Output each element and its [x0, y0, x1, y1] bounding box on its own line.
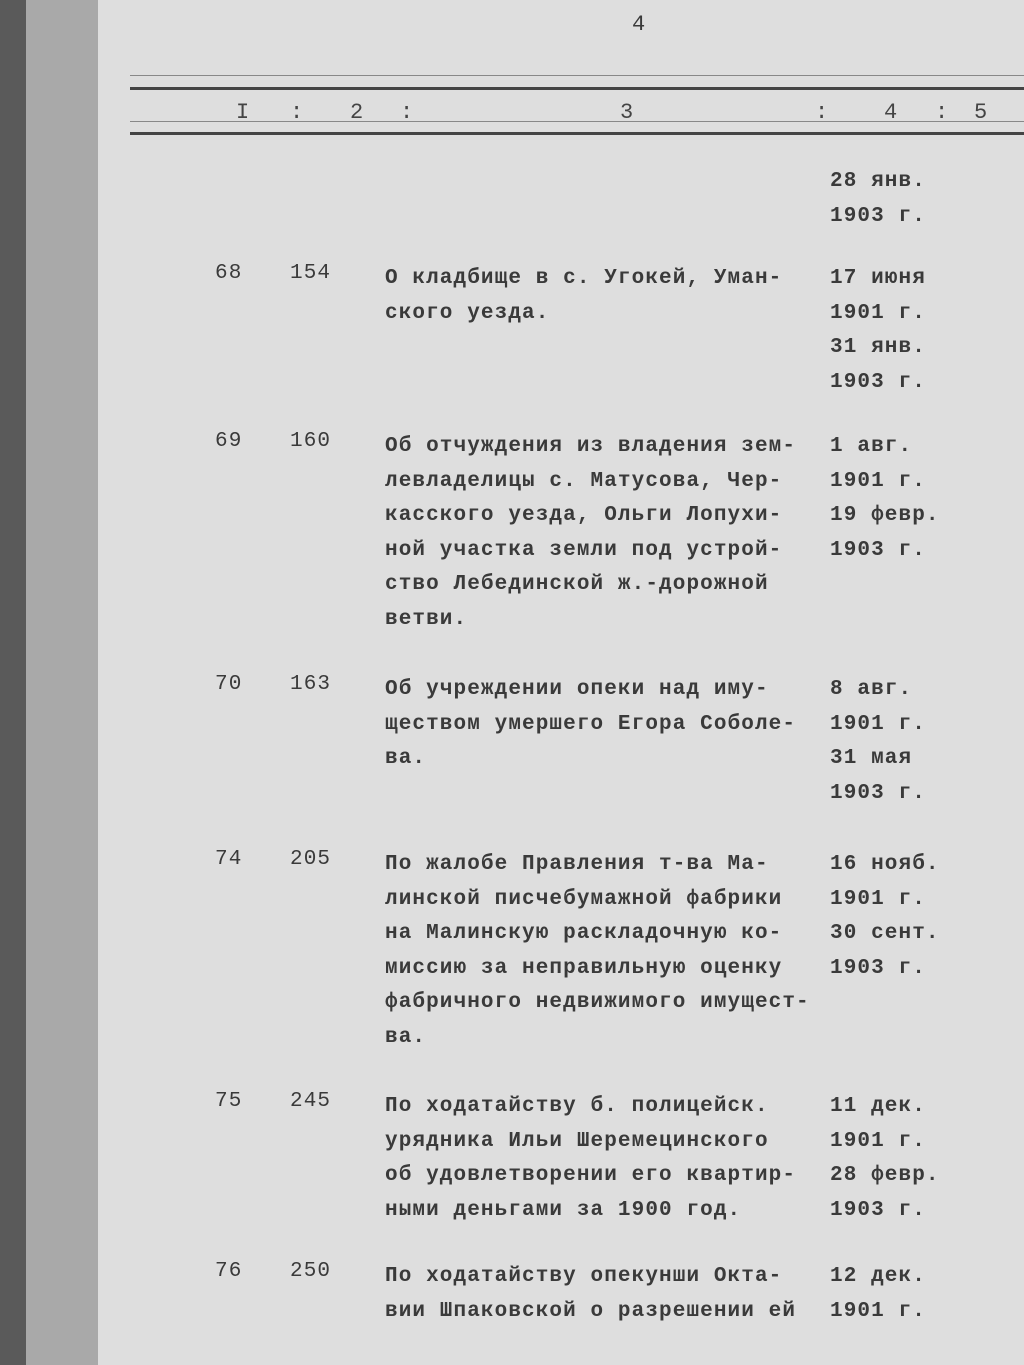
column-header-2: 2: [350, 100, 364, 125]
file-reference: 160: [290, 430, 332, 453]
date-line: 1 авг.: [830, 435, 913, 458]
description-line: ство Лебединской ж.-дорожной: [385, 573, 769, 596]
page-number: 4: [632, 12, 646, 37]
file-reference: 250: [290, 1260, 332, 1283]
description-line: О кладбище в с. Угокей, Уман-: [385, 267, 783, 290]
description-line: Об учреждении опеки над иму-: [385, 678, 769, 701]
description-line: ной участка земли под устрой-: [385, 538, 783, 562]
date-line: 1901 г.: [830, 887, 926, 911]
header-rule: [130, 132, 1024, 135]
file-reference: 205: [290, 848, 332, 871]
description-line: урядника Ильи Шеремецинского: [385, 1129, 769, 1153]
date-line: 12 дек.: [830, 1265, 926, 1288]
entry-dates: [830, 848, 1020, 986]
description-line: По ходатайству б. полицейск.: [385, 1095, 769, 1118]
description-line: фабричного недвижимого имущест-: [385, 991, 810, 1014]
description-line: касского уезда, Ольги Лопухи-: [385, 504, 783, 527]
entry-description: [385, 1260, 825, 1329]
description-line: ветви.: [385, 607, 468, 631]
date-line: 1903 г.: [830, 781, 926, 805]
date-line: 11 дек.: [830, 1095, 926, 1118]
column-header-3: 3: [620, 100, 634, 125]
date-line: 1903 г.: [830, 956, 926, 980]
entry-dates: [830, 1260, 1020, 1329]
date-line: 28 февр.: [830, 1164, 940, 1187]
column-header-4: 4: [884, 100, 898, 125]
entry-number: 75: [215, 1090, 243, 1113]
entry-dates: [830, 673, 1020, 811]
description-line: об удовлетворении его квартир-: [385, 1164, 797, 1187]
date-line: 1901 г.: [830, 1299, 926, 1323]
entry-dates: [830, 430, 1020, 568]
column-separator: :: [400, 100, 414, 125]
date-line: 30 сент.: [830, 922, 940, 945]
description-line: ского уезда.: [385, 301, 550, 325]
file-reference: 245: [290, 1090, 332, 1113]
description-line: ва.: [385, 1025, 427, 1049]
binder-edge: [0, 0, 26, 1365]
date-line: 1901 г.: [830, 1129, 926, 1153]
header-rule: [130, 87, 1024, 90]
date-line: 1901 г.: [830, 301, 926, 325]
description-line: По ходатайству опекунши Окта-: [385, 1265, 783, 1288]
column-separator: :: [815, 100, 829, 125]
date-line: 8 авг.: [830, 678, 913, 701]
description-line: на Малинскую раскладочную ко-: [385, 922, 783, 945]
description-line: ществом умершего Егора Соболе-: [385, 712, 797, 736]
description-line: линской писчебумажной фабрики: [385, 887, 783, 911]
description-line: миссию за неправильную оценку: [385, 956, 783, 980]
entry-dates: [830, 165, 1020, 234]
entry-number: 69: [215, 430, 243, 453]
date-line: 28 янв.: [830, 170, 926, 193]
header-rule: [130, 75, 1024, 76]
entry-number: 68: [215, 262, 243, 285]
entry-dates: [830, 1090, 1020, 1228]
file-reference: 154: [290, 262, 332, 285]
entry-number: 74: [215, 848, 243, 871]
entry-dates: [830, 262, 1020, 400]
description-line: По жалобе Правления т-ва Ма-: [385, 853, 769, 876]
entry-description: [385, 430, 825, 637]
entry-description: [385, 673, 825, 777]
entry-description: [385, 262, 825, 331]
description-line: левладелицы с. Матусова, Чер-: [385, 469, 783, 493]
date-line: 1903 г.: [830, 538, 926, 562]
entry-number: 76: [215, 1260, 243, 1283]
date-line: 1903 г.: [830, 204, 926, 228]
entry-number: 70: [215, 673, 243, 696]
cardboard-margin: [26, 0, 98, 1365]
column-separator: :: [935, 100, 949, 125]
column-header-5: 5: [974, 100, 988, 125]
date-line: 19 февр.: [830, 504, 940, 527]
date-line: 17 июня: [830, 267, 926, 290]
date-line: 1901 г.: [830, 712, 926, 736]
date-line: 1903 г.: [830, 1198, 926, 1222]
entry-description: [385, 848, 825, 1055]
description-line: Об отчуждения из владения зем-: [385, 435, 797, 458]
description-line: ва.: [385, 747, 427, 770]
description-line: ными деньгами за 1900 год.: [385, 1198, 742, 1222]
column-header-1: I: [236, 100, 250, 125]
file-reference: 163: [290, 673, 332, 696]
column-separator: :: [290, 100, 304, 125]
date-line: 1901 г.: [830, 469, 926, 493]
date-line: 1903 г.: [830, 370, 926, 394]
date-line: 31 янв.: [830, 336, 926, 359]
entry-description: [385, 1090, 825, 1228]
date-line: 16 нояб.: [830, 853, 940, 876]
date-line: 31 мая: [830, 747, 913, 770]
description-line: вии Шпаковской о разрешении ей: [385, 1299, 797, 1323]
